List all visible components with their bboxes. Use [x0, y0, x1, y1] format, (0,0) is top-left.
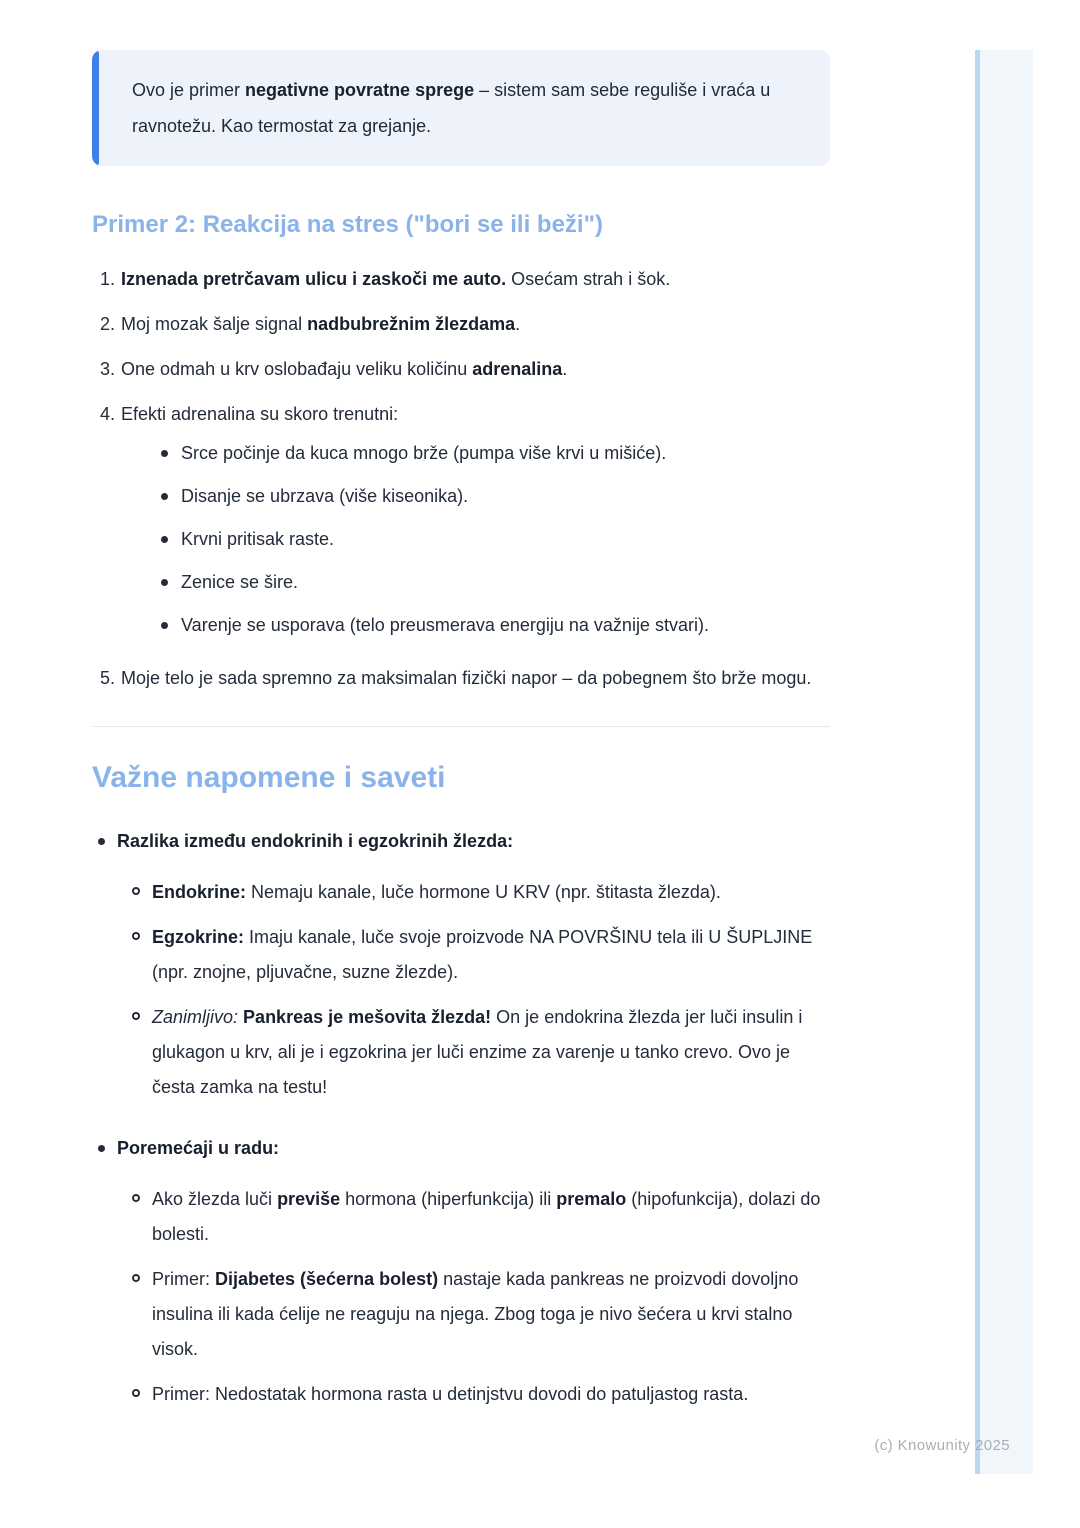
circle-bullet-icon	[132, 1274, 140, 1282]
list-item	[92, 397, 830, 651]
adrenaline-effects-list	[121, 436, 830, 643]
list-item	[92, 262, 830, 297]
list-item	[92, 661, 830, 696]
stress-numbered-list	[92, 262, 830, 696]
circle-bullet-icon	[132, 887, 140, 895]
list-item-text: Krvni pritisak raste.	[181, 529, 335, 549]
circle-bullet-icon	[132, 1194, 140, 1202]
nested-list	[92, 875, 830, 1105]
list-item	[92, 1131, 830, 1412]
list-item-lead: Efekti adrenalina su skoro trenutni:	[121, 404, 399, 424]
list-item-text: Endokrine: Nemaju kanale, luče hormone U KRV (npr. štitasta žlezda).	[152, 882, 721, 902]
circle-bullet-icon	[132, 932, 140, 940]
list-item-text: Varenje se usporava (telo preusmerava energiju na važnije stvari).	[181, 615, 709, 635]
bullet-icon	[161, 493, 168, 500]
list-item-text: Razlika između endokrinih i egzokrinih žlezda:	[117, 831, 514, 851]
section-title-stress: Primer 2: Reakcija na stres ("bori se ili beži")	[92, 211, 603, 238]
circle-bullet-icon	[132, 1012, 140, 1020]
bullet-icon	[161, 579, 168, 586]
list-item	[92, 352, 830, 387]
list-item-text	[121, 397, 830, 651]
list-item-heading	[92, 1131, 830, 1166]
list-item	[132, 1000, 830, 1105]
section-divider	[92, 726, 830, 727]
list-item	[161, 436, 830, 471]
bullet-icon	[98, 838, 105, 845]
list-item-number: 2.	[100, 314, 116, 334]
list-item	[132, 920, 830, 990]
list-item-text: Egzokrine: Imaju kanale, luče svoje proizvode NA POVRŠINU tela ili U ŠUPLJINE (npr. znojne, pljuvačne, suzne žlezde).	[152, 927, 813, 982]
list-item	[161, 608, 830, 643]
list-item-text: One odmah u krv oslobađaju veliku količinu adrenalina.	[121, 359, 568, 379]
callout-accent-bar	[92, 50, 99, 166]
bullet-icon	[161, 622, 168, 629]
document-content	[92, 50, 830, 1438]
bullet-icon	[161, 536, 168, 543]
list-item	[132, 1262, 830, 1367]
list-item	[92, 307, 830, 342]
list-item	[161, 565, 830, 600]
circle-bullet-icon	[132, 1389, 140, 1397]
list-item	[132, 1182, 830, 1252]
list-item-text: Zenice se šire.	[181, 572, 299, 592]
note-callout	[92, 50, 830, 166]
bullet-icon	[161, 450, 168, 457]
list-item-number: 3.	[100, 359, 116, 379]
list-item	[92, 824, 830, 1105]
list-item-text: Moj mozak šalje signal nadbubrežnim žlezdama.	[121, 314, 521, 334]
callout-text: Ovo je primer negativne povratne sprege – sistem sam sebe reguliše i vraća u ravnotežu. Kao termostat za grejanje.	[132, 80, 771, 136]
nested-list	[92, 1182, 830, 1412]
notes-list	[92, 824, 830, 1412]
list-item-text: Disanje se ubrzava (više kiseonika).	[181, 486, 469, 506]
list-item	[132, 875, 830, 910]
list-item	[132, 1377, 830, 1412]
section-title-notes: Važne napomene i saveti	[92, 761, 446, 794]
list-item-heading	[92, 824, 830, 859]
list-item-number: 4.	[100, 404, 116, 424]
copyright-text: (c) Knowunity 2025	[874, 1437, 1010, 1454]
list-item	[161, 522, 830, 557]
page-edge-decoration	[975, 50, 1033, 1474]
list-item-text: Zanimljivo: Pankreas je mešovita žlezda! On je endokrina žlezda jer luči insulin i glukagon u krv, ali je i egzokrina jer luči enzime za varenje u tanko crevo. Ovo je česta zamka na testu!	[152, 1007, 803, 1097]
list-item-number: 1.	[100, 269, 116, 289]
list-item-text: Moje telo je sada spremno za maksimalan fizički napor – da pobegnem što brže mogu.	[121, 668, 812, 688]
list-item	[161, 479, 830, 514]
list-item-text: Srce počinje da kuca mnogo brže (pumpa više krvi u mišiće).	[181, 443, 667, 463]
bullet-icon	[98, 1145, 105, 1152]
list-item-text: Primer: Dijabetes (šećerna bolest) nastaje kada pankreas ne proizvodi dovoljno insulina ili kada ćelije ne reaguju na njega. Zbog toga je nivo šećera u krvi stalno visok.	[152, 1269, 799, 1359]
list-item-text: Iznenada pretrčavam ulicu i zaskoči me auto. Osećam strah i šok.	[121, 269, 671, 289]
list-item-number: 5.	[100, 668, 116, 688]
list-item-text: Primer: Nedostatak hormona rasta u detinjstvu dovodi do patuljastog rasta.	[152, 1384, 749, 1404]
list-item-text: Poremećaji u radu:	[117, 1138, 280, 1158]
list-item-text: Ako žlezda luči previše hormona (hiperfunkcija) ili premalo (hipofunkcija), dolazi do bolesti.	[152, 1189, 821, 1244]
